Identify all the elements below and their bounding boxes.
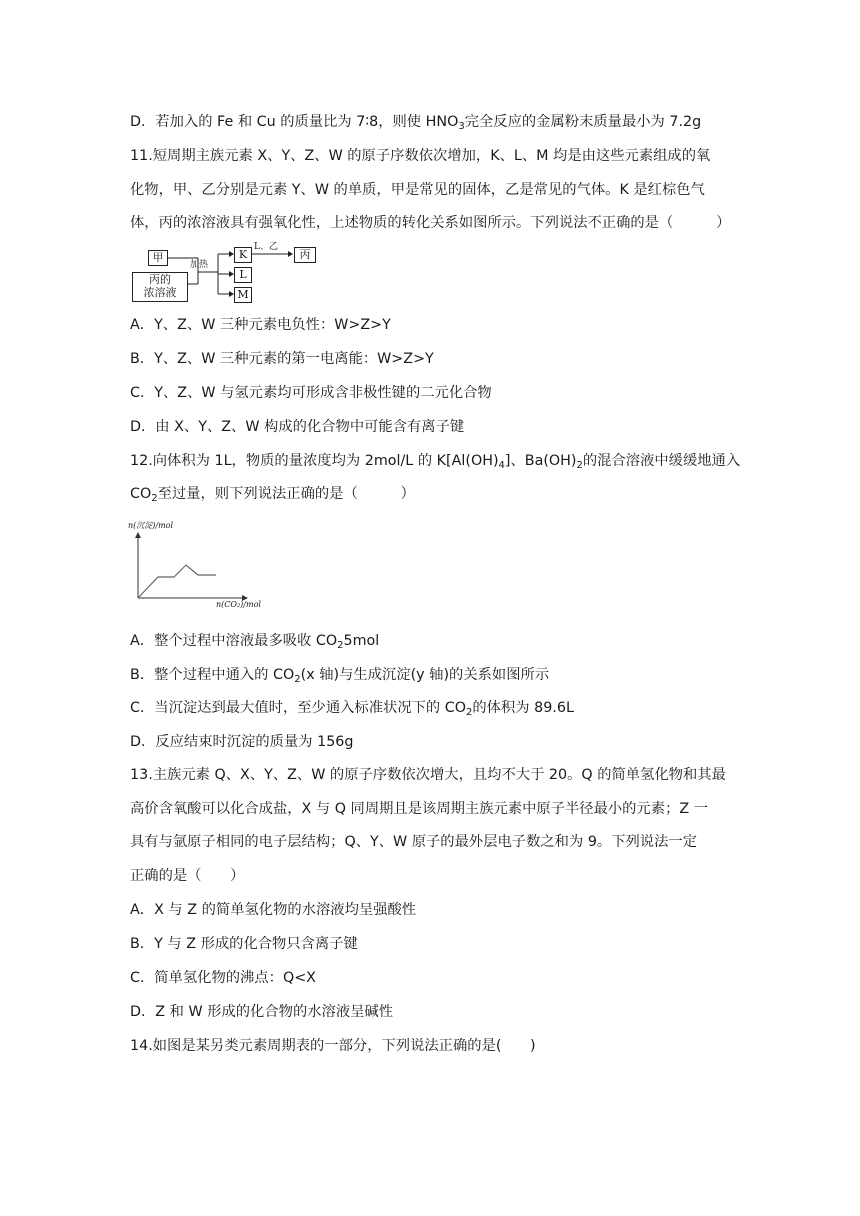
q13-stem-line4: 正确的是（ ） <box>130 868 245 884</box>
q11-option-c: C．Y、Z、W 与氢元素均可形成含非极性键的二元化合物 <box>130 385 492 401</box>
q12-option-d: D．反应结束时沉淀的质量为 156g <box>130 734 354 750</box>
q13-option-c: C．简单氢化物的沸点：Q<X <box>130 970 316 986</box>
node-jia: 甲 <box>148 250 168 266</box>
node-bing: 丙 <box>294 247 316 263</box>
graph-curve <box>138 565 216 598</box>
node-k: K <box>234 247 252 263</box>
q11-stem-line2: 化物，甲、乙分别是元素 Y、W 的单质，甲是常见的固体，乙是常见的气体。K 是红棕色气 <box>130 182 705 198</box>
graph-axes <box>126 520 276 612</box>
y-axis-arrow <box>135 532 141 538</box>
node-bing-conc: 丙的 浓溶液 <box>132 272 188 302</box>
q13-option-d: D．Z 和 W 形成的化合物的水溶液呈碱性 <box>130 1004 394 1020</box>
graph-y-label: n(沉淀)/mol <box>128 521 174 530</box>
q12-graph <box>126 520 276 612</box>
q11-flow-diagram <box>130 242 330 304</box>
label-l-yi: L、乙 <box>254 242 278 252</box>
graph-x-label: n(CO₂)/mol <box>216 600 261 609</box>
q13-stem-line1: 13.主族元素 Q、X、Y、Z、W 的原子序数依次增大，且均不大于 20。Q 的简单氢化物和其最 <box>130 767 726 783</box>
q14-stem-line1: 14.如图是某另类元素周期表的一部分，下列说法正确的是( ) <box>130 1038 536 1054</box>
q11-option-d: D．由 X、Y、Z、W 构成的化合物中可能含有离子键 <box>130 419 465 435</box>
node-l: L <box>234 267 252 283</box>
q12-option-b: B．整个过程中通入的 $CO_2(x$ 轴)与生成沉淀(y 轴)的关系如图所示 <box>130 667 550 685</box>
q11-stem-line3: 体，丙的浓溶液具有强氧化性，上述物质的转化关系如图所示。下列说法不正确的是（ ） <box>130 215 731 231</box>
q10-option-d: D．若加入的 Fe 和 Cu 的质量比为 7∶8，则使 $HNO_3$完全反应的金属粉末质量最小为 7.2g <box>130 114 702 132</box>
q13-option-b: B．Y 与 Z 形成的化合物只含离子键 <box>130 936 358 952</box>
q13-stem-line2: 高价含氧酸可以化合成盐，X 与 Q 同周期且是该周期主族元素中原子半径最小的元素；Z 一 <box>130 801 709 817</box>
q12-option-c: C．当沉淀达到最大值时，至少通入标准状况下的 $CO_2$的体积为 89.6L <box>130 700 574 718</box>
q12-stem-line1: 12.向体积为 1L，物质的量浓度均为 2mol/L 的 $K[Al(OH)_4]$、$Ba(OH)_2$的混合溶液中缓缓地通入 <box>130 453 741 471</box>
q11-stem-line1: 11.短周期主族元素 X、Y、Z、W 的原子序数依次增加，K、L、M 均是由这些元素组成的氧 <box>130 148 711 164</box>
q11-option-a: A．Y、Z、W 三种元素电负性：W>Z>Y <box>130 317 391 333</box>
q11-option-b: B．Y、Z、W 三种元素的第一电离能：W>Z>Y <box>130 351 434 367</box>
q13-option-a: A．X 与 Z 的简单氢化物的水溶液均呈强酸性 <box>130 902 417 918</box>
q13-stem-line3: 具有与氩原子相同的电子层结构；Q、Y、W 原子的最外层电子数之和为 9。下列说法一定 <box>130 834 697 850</box>
q12-stem-line2: $CO_2$至过量，则下列说法正确的是（ ） <box>130 486 415 504</box>
label-heat: 加热 <box>190 260 209 270</box>
node-m: M <box>234 287 252 303</box>
q12-option-a: A．整个过程中溶液最多吸收 $CO_25mol$ <box>130 633 380 651</box>
